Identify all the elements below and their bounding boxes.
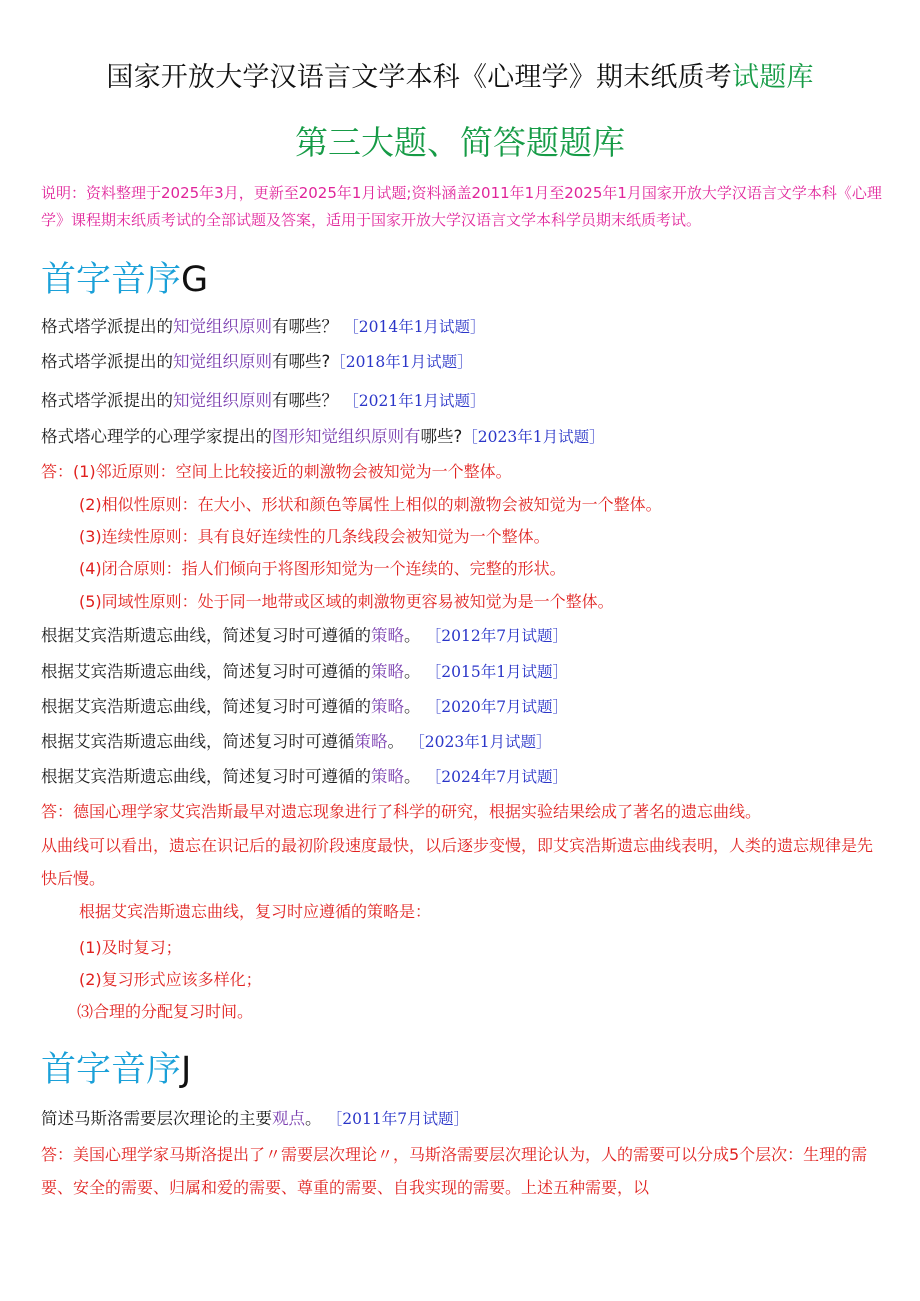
answer-paragraph: 答：美国心理学家马斯洛提出了〃需要层次理论〃，马斯洛需要层次理论认为，人的需要可以分成5个层次：生理的需要、安全的需要、归属和爱的需要、尊重的需要、自我实现的需要。上述五种需要，以	[41, 1145, 868, 1197]
answer-line: (2)复习形式应该多样化；	[79, 970, 262, 989]
question-line: 根据艾宾浩斯遗忘曲线，简述复习时可遵循的策略。 ［2020年7月试题］	[41, 697, 569, 716]
title-highlight: 试题库	[732, 62, 814, 93]
answer-line: ⑶合理的分配复习时间。	[77, 1002, 254, 1021]
question-source: ［2023年1月试题］	[409, 733, 552, 751]
section-heading-g: 首字音序G	[41, 260, 209, 300]
question-line: 格式塔学派提出的知觉组织原则有哪些？ ［2014年1月试题］	[41, 317, 486, 336]
section-heading-j: 首字音序J	[41, 1050, 192, 1090]
question-line: 根据艾宾浩斯遗忘曲线，简述复习时可遵循的策略。 ［2024年7月试题］	[41, 767, 569, 786]
document-title: 国家开放大学汉语言文学本科《心理学》期末纸质考试题库	[106, 62, 814, 93]
answer-line: (1)及时复习；	[79, 938, 182, 957]
question-line: 格式塔心理学的心理学家提出的图形知觉组织原则有哪些?［2023年1月试题］	[41, 427, 605, 446]
section-title: 第三大题、简答题题库	[295, 123, 625, 162]
question-line: 根据艾宾浩斯遗忘曲线，简述复习时可遵循的策略。 ［2012年7月试题］	[41, 626, 569, 645]
answer-paragraph: 从曲线可以看出，遗忘在识记后的最初阶段速度最快，以后逐步变慢，即艾宾浩斯遗忘曲线表明，人类的遗忘规律是先快后慢。	[41, 836, 874, 888]
answer-line: (2)相似性原则：在大小、形状和颜色等属性上相似的刺激物会被知觉为一个整体。	[79, 495, 662, 514]
question-line: 格式塔学派提出的知觉组织原则有哪些?［2018年1月试题］	[41, 352, 473, 371]
question-line: 格式塔学派提出的知觉组织原则有哪些？ ［2021年1月试题］	[41, 391, 486, 410]
answer-line: 答：(1)邻近原则：空间上比较接近的刺激物会被知觉为一个整体。	[41, 462, 512, 481]
question-source: ［2011年7月试题］	[326, 1110, 470, 1128]
question-source: ［2014年1月试题］	[343, 318, 486, 336]
answer-line: 根据艾宾浩斯遗忘曲线，复习时应遵循的策略是：	[79, 902, 432, 921]
answer-line: 答：德国心理学家艾宾浩斯最早对遗忘现象进行了科学的研究，根据实验结果绘成了著名的遗忘曲线。	[41, 802, 762, 821]
question-line: 根据艾宾浩斯遗忘曲线，简述复习时可遵循策略。 ［2023年1月试题］	[41, 732, 552, 751]
answer-line: (4)闭合原则：指人们倾向于将图形知觉为一个连续的、完整的形状。	[79, 559, 566, 578]
question-source: ［2023年1月试题］	[462, 428, 605, 446]
question-source: ［2021年1月试题］	[343, 392, 486, 410]
question-source: ［2024年7月试题］	[425, 768, 569, 786]
question-source: ［2012年7月试题］	[425, 627, 569, 645]
question-source: ［2020年7月试题］	[425, 698, 569, 716]
question-line: 简述马斯洛需要层次理论的主要观点。 ［2011年7月试题］	[41, 1109, 470, 1128]
question-line: 根据艾宾浩斯遗忘曲线，简述复习时可遵循的策略。 ［2015年1月试题］	[41, 662, 569, 681]
answer-line: (3)连续性原则：具有良好连续性的几条线段会被知觉为一个整体。	[79, 527, 550, 546]
question-source: ［2015年1月试题］	[425, 663, 569, 681]
answer-line: (5)同域性原则：处于同一地带或区域的刺激物更容易被知觉为是一个整体。	[79, 592, 614, 611]
description-note: 说明：资料整理于2025年3月，更新至2025年1月试题;资料涵盖2011年1月至2025年1月国家开放大学汉语言文学本科《心理学》课程期末纸质考试的全部试题及答案，适用于国家开放大学汉语言文学本科学员期末纸质考试。	[41, 184, 882, 229]
question-source: ［2018年1月试题］	[330, 353, 473, 371]
